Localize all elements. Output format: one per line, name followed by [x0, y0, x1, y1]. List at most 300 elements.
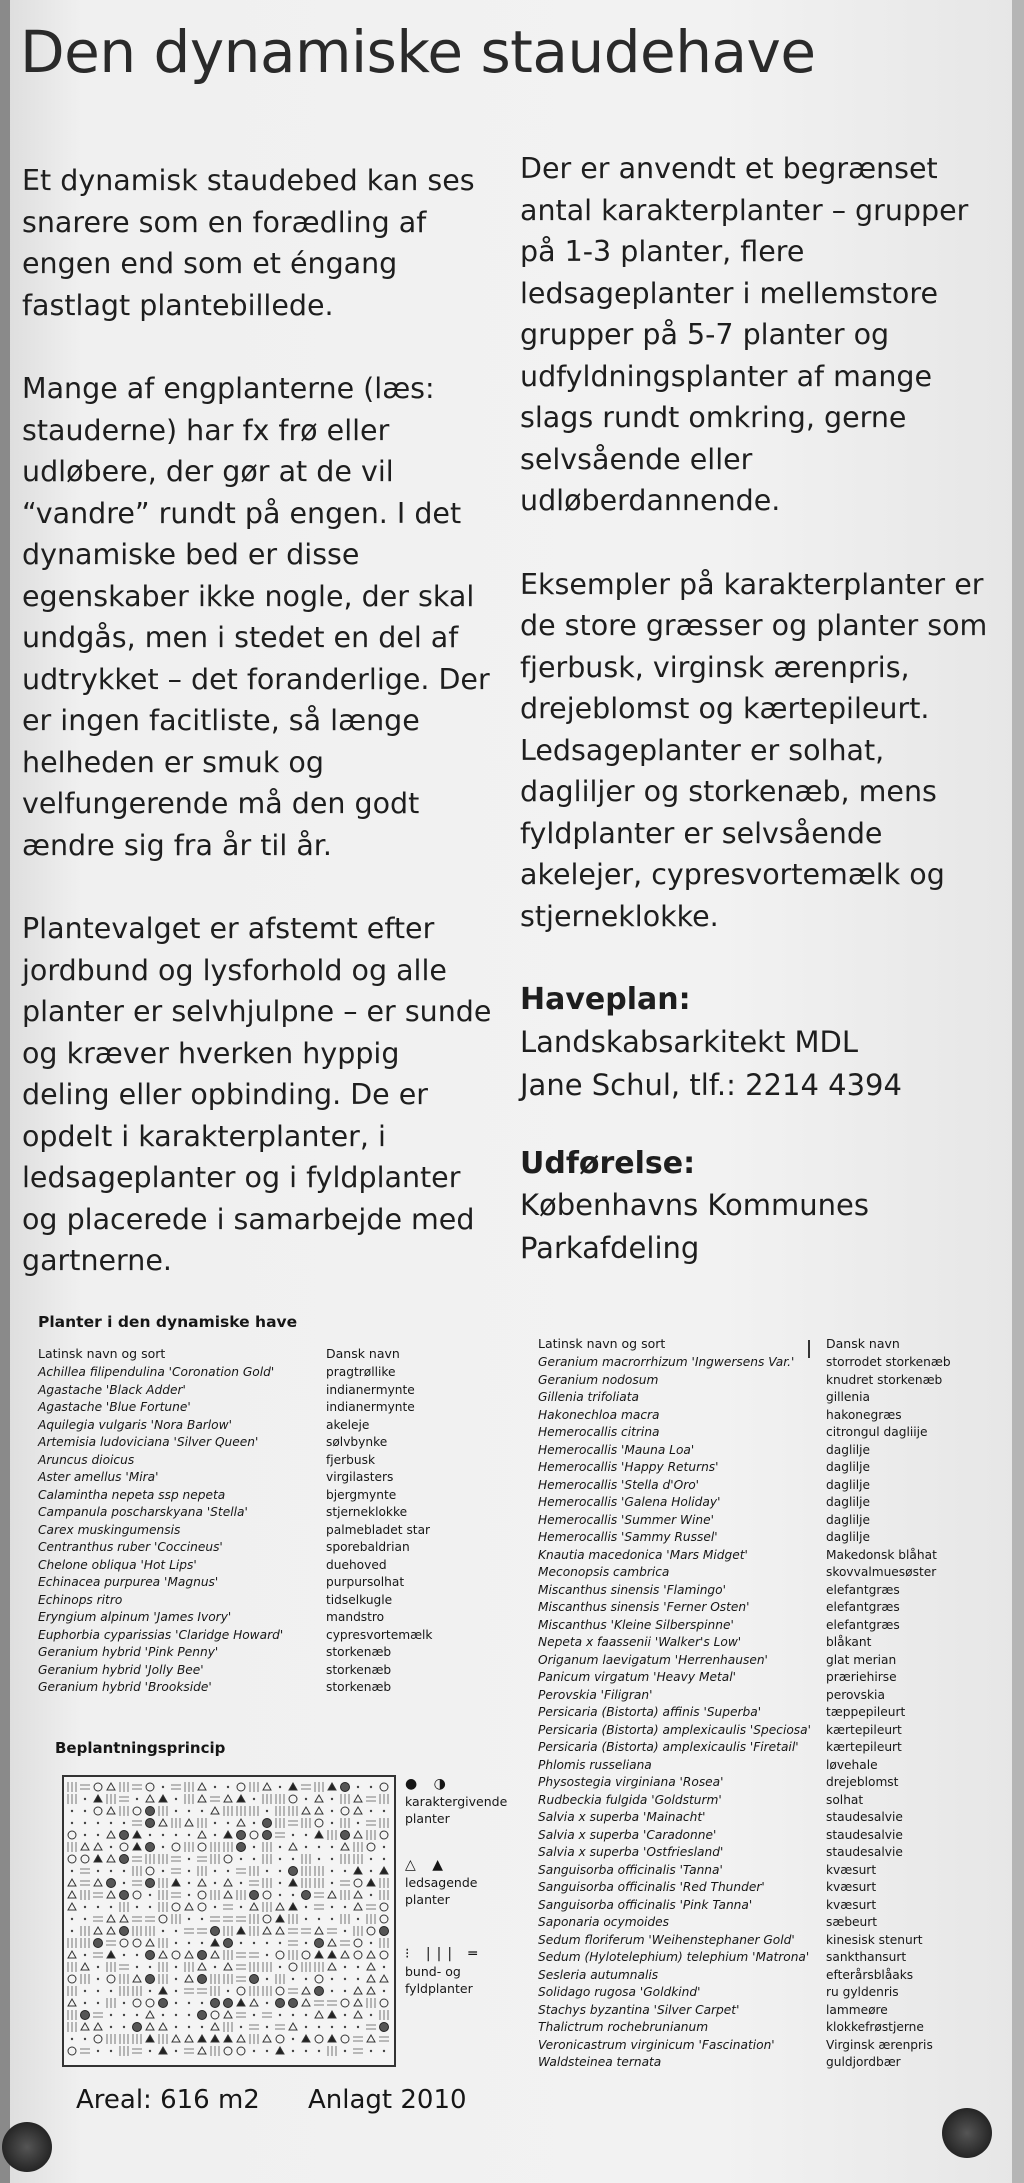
plant-row — [538, 1495, 951, 1513]
filler-plant-mark — [302, 1866, 310, 1876]
companion-plant-mark — [328, 1951, 336, 1958]
filler-plant-mark — [240, 1906, 242, 1908]
filler-plant-mark — [354, 1926, 362, 1936]
character-plant-mark — [315, 2035, 323, 2043]
udfoerelse-line1: Københavns Kommunes — [520, 1188, 869, 1222]
latin-name: Sedum (Hylotelephium) telephium 'Matrona' — [538, 1950, 810, 1964]
filler-plant-icon: ⁝ ||| ═ — [405, 1946, 483, 1962]
character-plant-mark — [211, 1927, 220, 1936]
character-plant-mark — [133, 1939, 141, 1947]
filler-plant-mark — [188, 1882, 190, 1884]
filler-plant-mark — [240, 2026, 242, 2028]
danish-name: kærtepileurt — [826, 1740, 902, 1754]
filler-plant-mark — [383, 1810, 385, 1812]
filler-plant-mark — [289, 1914, 297, 1924]
filler-plant-mark — [120, 1782, 128, 1792]
character-plant-mark — [198, 1903, 206, 1911]
filler-plant-mark — [380, 1890, 388, 1900]
haveplan-line1: Landskabsarkitekt MDL — [520, 1024, 859, 1059]
latin-name: Panicum virgatum 'Heavy Metal' — [538, 1670, 736, 1684]
companion-plant-mark — [185, 2035, 193, 2042]
latin-name: Gillenia trifoliata — [538, 1390, 639, 1404]
filler-plant-mark — [162, 1834, 164, 1836]
filler-plant-mark — [370, 2050, 372, 2052]
latin-name: Geranium nodosum — [538, 1372, 659, 1387]
latin-name: Veronicastrum virginicum 'Fascination' — [538, 2037, 775, 2052]
filler-plant-mark — [344, 1906, 346, 1908]
companion-plant-mark — [276, 2047, 284, 2054]
filler-plant-mark — [159, 1878, 167, 1888]
plant-row — [38, 1575, 432, 1593]
filler-plant-mark — [224, 1974, 232, 1984]
filler-plant-mark — [331, 1810, 333, 1812]
latin-name: Waldsteinea ternata — [538, 2055, 662, 2069]
filler-plant-mark — [123, 2026, 125, 2028]
latin-name: Salvia x superba 'Mainacht' — [538, 1810, 706, 1824]
danish-name: gillenia — [826, 1390, 870, 1404]
filler-plant-mark — [149, 1834, 151, 1836]
filler-plant-mark — [175, 1966, 177, 1968]
filler-plant-mark — [188, 1918, 190, 1920]
danish-name: sæbeurt — [826, 1915, 878, 1929]
established-text: Anlagt 2010 — [308, 2085, 467, 2115]
companion-plant-mark — [107, 1927, 115, 1934]
filler-plant-mark — [275, 2025, 285, 2029]
filler-plant-mark — [136, 2014, 138, 2016]
companion-plant-mark — [107, 1807, 115, 1814]
danish-name: tæppepileurt — [826, 1705, 906, 1719]
character-plant-mark — [172, 1903, 180, 1911]
filler-plant-mark — [370, 1810, 372, 1812]
filler-plant-mark — [253, 1942, 255, 1944]
companion-plant-mark — [68, 1951, 76, 1958]
companion-plant-mark — [224, 1879, 232, 1886]
character-plant-mark — [211, 2011, 219, 2019]
companion-plant-mark — [198, 1795, 206, 1802]
latin-name: Hemerocallis 'Mauna Loa' — [538, 1442, 695, 1457]
companion-plant-mark — [198, 2047, 206, 2054]
filler-plant-mark — [237, 1890, 245, 1900]
filler-plant-mark — [81, 1926, 89, 1936]
filler-plant-mark — [159, 1938, 167, 1948]
filler-plant-mark — [357, 1822, 359, 1824]
companion-plant-mark — [289, 1879, 297, 1886]
filler-plant-mark — [302, 1962, 310, 1972]
character-plant-mark — [133, 1891, 141, 1899]
character-plant-mark — [354, 1951, 362, 1959]
filler-plant-mark — [315, 1782, 323, 1792]
filler-plant-mark — [159, 1974, 167, 1984]
danish-name: skovvalmuesøster — [826, 1565, 937, 1579]
filler-plant-mark — [279, 1786, 281, 1788]
danish-name: storkenæb — [326, 1662, 392, 1677]
character-plant-mark — [146, 1819, 155, 1828]
filler-plant-mark — [331, 1870, 333, 1872]
companion-plant-mark — [328, 1783, 336, 1790]
filler-plant-mark — [68, 2010, 76, 2020]
companion-plant-mark — [354, 1807, 362, 1814]
filler-plant-mark — [366, 2025, 376, 2029]
filler-plant-mark — [210, 1917, 220, 1921]
filler-plant-mark — [132, 1785, 142, 1789]
latin-name: Hemerocallis 'Summer Wine' — [538, 1512, 714, 1527]
plant-row — [538, 2003, 951, 2021]
latin-name: Sedum floriferum 'Weihenstephaner Gold' — [538, 1932, 795, 1947]
latin-name: Hakonechloa macra — [538, 1407, 660, 1422]
character-plant-mark — [341, 1999, 349, 2007]
plant-row — [538, 1723, 951, 1741]
companion-plant-mark — [94, 1843, 102, 1850]
filler-plant-mark — [198, 1818, 206, 1828]
latin-name: Campanula poscharskyana 'Stella' — [38, 1505, 248, 1519]
plant-row — [538, 2038, 951, 2056]
filler-plant-mark — [175, 2026, 177, 2028]
filler-plant-mark — [279, 1858, 281, 1860]
filler-plant-mark — [383, 1858, 385, 1860]
legend-entry-filler — [405, 1946, 535, 1997]
companion-plant-mark — [237, 1795, 245, 1802]
character-plant-mark — [107, 1975, 115, 1983]
character-plant-mark — [315, 1939, 324, 1948]
danish-name: storkenæb — [326, 1645, 392, 1659]
filler-plant-mark — [341, 1794, 349, 1804]
filler-plant-mark — [370, 1786, 372, 1788]
filler-plant-mark — [253, 1858, 255, 1860]
filler-plant-mark — [305, 1978, 307, 1980]
filler-plant-mark — [315, 1878, 323, 1888]
plant-choice-paragraph: Plantevalget er afstemt efter jordbund og lysforhold og alle planter er selvhjulpne – er sunde og kræver hverken hyppig deling eller opbinding. De er opdelt i karakterplanter, i ledsageplanter og i fyldplanter og placerede i samarbejde med gartnerne. — [22, 912, 492, 1277]
companion-plant-mark — [302, 2035, 310, 2042]
companion-plant-mark — [328, 2035, 336, 2042]
latin-name: Sesleria autumnalis — [538, 1967, 659, 1982]
filler-plant-mark — [162, 1870, 164, 1872]
danish-name: klokkefrøstjerne — [826, 2020, 924, 2034]
filler-plant-mark — [227, 1870, 229, 1872]
latin-name: Hemerocallis 'Stella d'Oro' — [538, 1477, 700, 1492]
companion-plant-mark — [68, 1879, 76, 1886]
danish-name: solhat — [826, 1792, 864, 1807]
filler-plant-mark — [188, 2026, 190, 2028]
latin-name: Aruncus dioicus — [38, 1452, 135, 1467]
filler-plant-mark — [279, 1966, 281, 1968]
companion-plant-mark — [315, 2011, 323, 2018]
filler-plant-mark — [263, 1842, 271, 1852]
filler-plant-mark — [288, 1941, 298, 1945]
filler-plant-mark — [68, 1962, 76, 1972]
companion-plant-mark — [159, 1987, 167, 1994]
udfoerelse-line2: Parkafdeling — [520, 1231, 700, 1265]
filler-plant-mark — [110, 2050, 112, 2052]
haveplan-label: Haveplan: — [520, 982, 691, 1017]
character-plant-mark — [380, 1915, 388, 1923]
filler-plant-mark — [145, 1917, 155, 1921]
latin-name: Nepeta x faassenii 'Walker's Low' — [538, 1635, 742, 1649]
latin-name: Sanguisorba officinalis 'Red Thunder' — [538, 1880, 765, 1894]
companion-plant-mark — [224, 1795, 232, 1802]
plant-row — [38, 1453, 432, 1471]
filler-plant-mark — [123, 2014, 125, 2016]
filler-plant-mark — [305, 1942, 307, 1944]
latin-name: Solidago rugosa 'Goldkind' — [538, 1985, 701, 1999]
danish-name: akeleje — [326, 1417, 370, 1432]
filler-plant-mark — [236, 1977, 246, 1981]
page-title: Den dynamiske staudehave — [20, 18, 816, 86]
filler-plant-mark — [171, 1893, 181, 1897]
character-plant-mark — [211, 1999, 220, 2008]
filler-plant-mark — [236, 1869, 246, 1873]
filler-plant-mark — [249, 1881, 259, 1885]
companion-plant-mark — [68, 1999, 76, 2006]
filler-plant-mark — [305, 2026, 307, 2028]
danish-name: fjerbusk — [326, 1452, 376, 1467]
companion-plant-mark — [263, 1927, 271, 1934]
filler-plant-mark — [120, 1974, 128, 1984]
filler-plant-mark — [84, 2002, 86, 2004]
filler-plant-mark — [224, 1842, 232, 1852]
filler-plant-mark — [211, 1974, 219, 1984]
filler-plant-mark — [292, 1894, 294, 1896]
filler-plant-mark — [249, 1953, 259, 1957]
filler-plant-mark — [197, 1857, 207, 1861]
filler-plant-mark — [188, 1810, 190, 1812]
character-plant-mark — [302, 1951, 310, 1959]
character-plant-mark — [354, 1879, 362, 1887]
filler-plant-mark — [133, 1866, 141, 1876]
latin-name: Geranium hybrid 'Pink Penny' — [38, 1645, 219, 1659]
filler-plant-mark — [250, 1866, 258, 1876]
column-header-latin: Latinsk navn og sort — [538, 1335, 666, 1351]
filler-plant-mark — [175, 1942, 177, 1944]
plant-list-title: Planter i den dynamiske have — [38, 1313, 298, 1331]
filler-plant-mark — [159, 1890, 167, 1900]
filler-plant-mark — [146, 1926, 154, 1936]
companion-plant-mark — [185, 1975, 193, 1982]
filler-plant-mark — [201, 1810, 203, 1812]
filler-plant-mark — [240, 1942, 242, 1944]
filler-plant-mark — [224, 1806, 232, 1816]
danish-name: elefantgræs — [826, 1582, 900, 1597]
filler-plant-mark — [133, 2034, 141, 2044]
filler-plant-mark — [302, 1854, 310, 1864]
filler-plant-mark — [314, 1905, 324, 1909]
character-plant-mark — [224, 1939, 233, 1948]
plant-row — [38, 1505, 432, 1523]
filler-plant-mark — [84, 1798, 86, 1800]
danish-name: cypresvortemælk — [326, 1627, 433, 1642]
filler-plant-mark — [331, 1906, 333, 1908]
character-plant-mark — [120, 1843, 128, 1851]
character-plant-mark — [120, 1855, 129, 1864]
filler-plant-mark — [253, 1822, 255, 1824]
filler-plant-mark — [211, 1986, 219, 1996]
filler-plant-mark — [353, 2049, 363, 2053]
danish-name: kærtepileurt — [826, 1722, 902, 1737]
latin-name: Echinops ritro — [38, 1592, 123, 1607]
danish-name: blåkant — [826, 1635, 872, 1649]
filler-plant-mark — [188, 1942, 190, 1944]
character-plant-mark — [146, 1975, 155, 1984]
filler-plant-mark — [175, 1930, 177, 1932]
danish-name: sankthansurt — [826, 1950, 907, 1964]
filler-plant-mark — [353, 2037, 363, 2041]
filler-plant-mark — [266, 1954, 268, 1956]
filler-plant-mark — [201, 1942, 203, 1944]
plant-row — [38, 1435, 432, 1453]
filler-plant-mark — [266, 2050, 268, 2052]
filler-plant-mark — [97, 1822, 99, 1824]
filler-plant-mark — [266, 1942, 268, 1944]
filler-plant-mark — [279, 1882, 281, 1884]
column-header-danish: Dansk navn — [826, 1335, 900, 1351]
character-plant-mark — [276, 1999, 285, 2008]
danish-name: staudesalvie — [826, 1810, 903, 1824]
filler-plant-mark — [276, 1974, 284, 1984]
filler-plant-mark — [198, 1866, 206, 1876]
legend-text: planter — [405, 1811, 450, 1826]
plant-row — [538, 2020, 951, 2038]
character-plant-mark — [146, 1783, 154, 1791]
character-plant-mark — [198, 1951, 207, 1960]
plant-row — [538, 1600, 951, 1618]
filler-plant-mark — [201, 2002, 203, 2004]
filler-plant-mark — [214, 1966, 216, 1968]
character-plant-mark — [237, 1843, 246, 1852]
filler-plant-mark — [250, 1782, 258, 1792]
companion-plant-mark — [133, 1843, 141, 1850]
intro-paragraph: Et dynamisk staudebed kan ses snarere som en forædling af engen end som et éngang fastlagt plantebillede. — [22, 164, 475, 322]
character-plant-mark — [198, 1843, 206, 1851]
companion-plant-mark — [263, 2035, 271, 2042]
latin-name: Hemerocallis 'Happy Returns' — [538, 1460, 719, 1474]
companion-plant-mark — [94, 2023, 102, 2030]
plant-row — [538, 1810, 951, 1828]
filler-plant-mark — [97, 2002, 99, 2004]
filler-plant-mark — [344, 1990, 346, 1992]
udfoerelse-label: Udførelse: — [520, 1145, 696, 1181]
filler-plant-mark — [107, 1962, 115, 1972]
plant-row — [38, 1645, 432, 1663]
companion-plant-mark — [328, 1963, 336, 1970]
filler-plant-mark — [175, 1978, 177, 1980]
danish-name: indianermynte — [326, 1400, 415, 1414]
filler-plant-mark — [327, 1929, 337, 1933]
character-plant-mark — [172, 1951, 180, 1959]
filler-plant-mark — [132, 2049, 142, 2053]
plant-table-right — [538, 1335, 951, 2073]
filler-plant-mark — [123, 2002, 125, 2004]
filler-plant-mark — [276, 1794, 284, 1804]
filler-plant-mark — [132, 1821, 142, 1825]
filler-plant-mark — [84, 1810, 86, 1812]
filler-plant-mark — [159, 1854, 167, 1864]
filler-plant-mark — [149, 1906, 151, 1908]
filler-plant-mark — [279, 1942, 281, 1944]
companion-plant-mark — [237, 2035, 245, 2042]
latin-name: Euphorbia cyparissias 'Claridge Howard' — [38, 1627, 284, 1642]
filler-plant-mark — [250, 2034, 258, 2044]
filler-plant-mark — [184, 1989, 194, 1993]
filler-plant-mark — [136, 1954, 138, 1956]
filler-plant-mark — [344, 2050, 346, 2052]
filler-plant-mark — [71, 1918, 73, 1920]
character-plant-mark — [81, 1855, 89, 1863]
companion-plant-mark — [250, 1999, 258, 2006]
companion-plant-mark — [302, 1987, 310, 1994]
danish-name: Makedonsk blåhat — [826, 1547, 937, 1562]
danish-name: kvæsurt — [826, 1897, 877, 1912]
character-plant-mark — [94, 1939, 103, 1948]
companion-plant-mark — [380, 1867, 388, 1874]
character-plant-mark — [159, 1915, 167, 1923]
latin-name: Persicaria (Bistorta) amplexicaulis 'Speciosa' — [538, 1722, 811, 1737]
danish-name: daglilje — [826, 1530, 870, 1544]
latin-name: Achillea filipendulina 'Coronation Gold' — [38, 1365, 275, 1379]
filler-plant-mark — [175, 2002, 177, 2004]
companion-plant-mark — [224, 2035, 232, 2042]
companion-plant-mark — [367, 1975, 375, 1982]
plant-row — [538, 1758, 951, 1776]
filler-plant-mark — [380, 2010, 388, 2020]
filler-plant-mark — [318, 2050, 320, 2052]
plant-row — [538, 1898, 951, 1916]
filler-plant-mark — [188, 2014, 190, 2016]
companion-plant-mark — [224, 1891, 232, 1898]
filler-plant-mark — [263, 1962, 271, 1972]
filler-plant-mark — [341, 1854, 349, 1864]
filler-plant-mark — [327, 2001, 337, 2005]
filler-plant-mark — [315, 1962, 323, 1972]
companion-plant-mark — [146, 1939, 154, 1946]
filler-plant-mark — [188, 1858, 190, 1860]
companion-plant-mark — [237, 1999, 245, 2006]
filler-plant-mark — [84, 1822, 86, 1824]
character-plant-mark — [198, 1891, 206, 1899]
meadow-paragraph: Mange af engplanterne (læs: stauderne) har fx frø eller udløbere, der gør at de vil “vandre” rundt på engen. I det dynamiske bed er disse egenskaber ikke nogle, der skal undgås, men i stedet en del af udtrykket – det foranderlige. Der er ingen facitliste, så længe helheden er smuk og velfungerende må den godt ændre sig fra år til år. — [22, 372, 490, 862]
filler-plant-mark — [366, 1821, 376, 1825]
filler-plant-mark — [149, 1966, 151, 1968]
filler-plant-mark — [162, 1786, 164, 1788]
filler-plant-mark — [106, 1941, 116, 1945]
filler-plant-mark — [344, 1978, 346, 1980]
filler-plant-mark — [185, 1794, 193, 1804]
character-plant-mark — [68, 1975, 76, 1983]
filler-plant-mark — [97, 1990, 99, 1992]
plant-row — [538, 2055, 951, 2073]
companion-plant-mark — [172, 2035, 180, 2042]
filler-plant-mark — [214, 1822, 216, 1824]
companion-plant-mark — [133, 1975, 141, 1982]
companion-plant-mark — [367, 1951, 375, 1958]
filler-plant-mark — [366, 1905, 376, 1909]
filler-plant-mark — [331, 1990, 333, 1992]
companion-plant-mark — [354, 1903, 362, 1910]
character-plant-mark — [289, 1795, 297, 1803]
filler-plant-mark — [354, 1842, 362, 1852]
danish-name: pragtrøllike — [326, 1365, 396, 1379]
filler-plant-mark — [211, 2046, 219, 2056]
danish-name: sølvbynke — [326, 1435, 388, 1449]
filler-plant-mark — [71, 1870, 73, 1872]
filler-plant-mark — [305, 1834, 307, 1836]
character-plant-mark — [380, 1951, 388, 1959]
danish-name: glat merian — [826, 1652, 897, 1667]
filler-plant-mark — [188, 1870, 190, 1872]
filler-plant-mark — [314, 1893, 324, 1897]
plant-row — [38, 1540, 432, 1558]
filler-plant-mark — [318, 1846, 320, 1848]
filler-plant-mark — [107, 1998, 115, 2008]
filler-plant-mark — [93, 1917, 103, 1921]
